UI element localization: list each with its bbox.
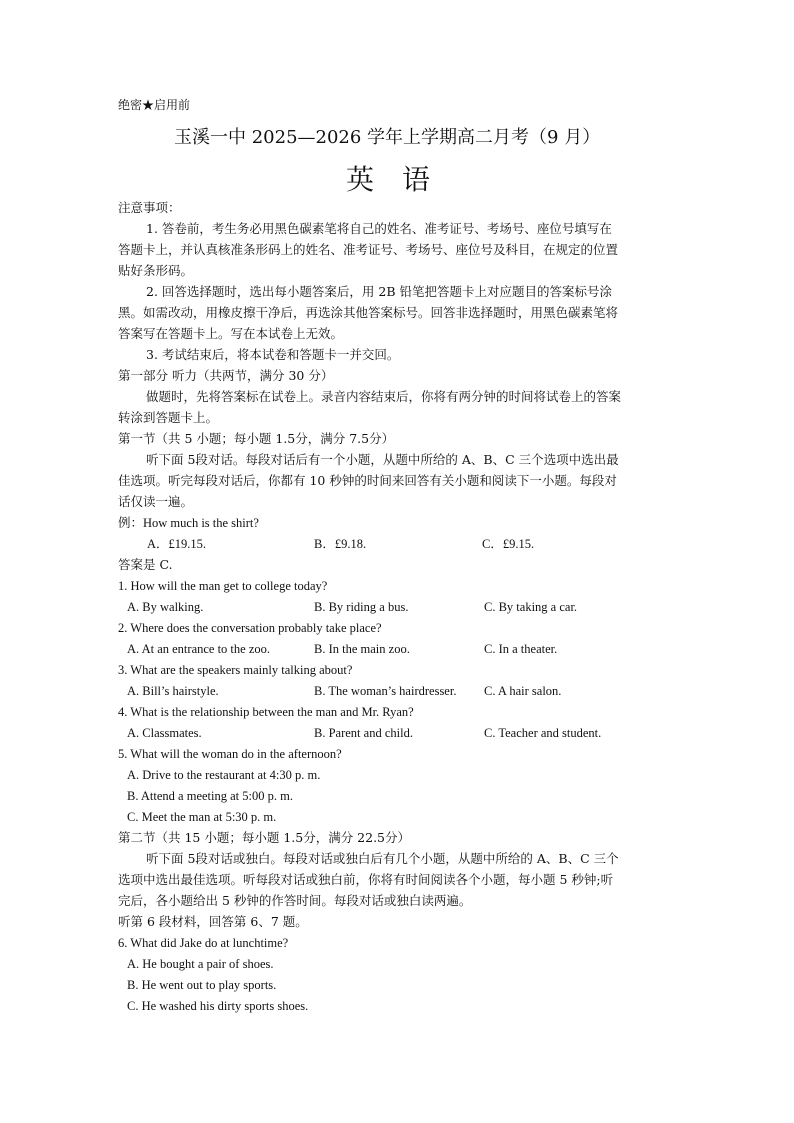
question-2-option-b: B. In the main zoo. xyxy=(314,642,410,656)
note-1-line-3: 贴好条形码。 xyxy=(118,263,194,278)
section1-heading: 第一节（共 5 小题；每小题 1.5分，满分 7.5分） xyxy=(118,431,395,446)
question-6-option-c: C. He washed his dirty sports shoes. xyxy=(127,999,309,1013)
example-question: 例：How much is the shirt? xyxy=(118,516,259,530)
example-option-a: A．£19.15. xyxy=(147,537,207,551)
question-1: 1. How will the man get to college today? xyxy=(118,579,328,593)
question-5: 5. What will the woman do in the afternoon? xyxy=(118,747,342,761)
example-option-c: C．£9.15. xyxy=(482,537,535,551)
question-6-option-a: A. He bought a pair of shoes. xyxy=(127,957,274,971)
part1-intro-line-2: 转涂到答题卡上。 xyxy=(118,410,219,425)
exam-title: 玉溪一中 2025—2026 学年上学期高二月考（9 月） xyxy=(174,127,601,148)
section2-intro-line-2: 选项中选出最佳选项。听每段对话或独白前，你将有时间阅读各个小题，每小题 5 秒钟;听 xyxy=(118,872,614,887)
question-6: 6. What did Jake do at lunchtime? xyxy=(118,936,289,950)
example-option-b: B．£9.18. xyxy=(314,537,367,551)
note-2-line-3: 答案写在答题卡上。写在本试卷上无效。 xyxy=(118,326,344,341)
note-1-line-1: 1. 答卷前，考生务必用黑色碳素笔将自己的姓名、准考证号、考场号、座位号填写在 xyxy=(146,221,612,236)
question-5-option-b: B. Attend a meeting at 5:00 p. m. xyxy=(127,789,293,803)
question-2-option-c: C. In a theater. xyxy=(484,642,558,656)
subject-title: 英语 xyxy=(346,163,459,196)
section1-intro-line-1: 听下面 5段对话。每段对话后有一个小题，从题中所给的 A、B、C 三个选项中选出最 xyxy=(146,452,619,467)
section2-intro-line-3: 完后，各小题给出 5 秒钟的作答时间。每段对话或独白读两遍。 xyxy=(118,893,472,908)
question-3-option-b: B. The woman’s hairdresser. xyxy=(314,684,457,698)
question-1-option-c: C. By taking a car. xyxy=(484,600,578,614)
section1-intro-line-3: 话仅读一遍。 xyxy=(118,494,194,509)
section2-intro-line-1: 听下面 5段对话或独白。每段对话或独白后有几个小题，从题中所给的 A、B、C 三个 xyxy=(146,851,619,866)
question-2: 2. Where does the conversation probably take place? xyxy=(118,621,382,635)
note-2-line-2: 黑。如需改动，用橡皮擦干净后，再选涂其他答案标号。回答非选择题时，用黑色碳素笔将 xyxy=(118,305,619,320)
part1-intro-line-1: 做题时，先将答案标在试卷上。录音内容结束后，你将有两分钟的时间将试卷上的答案 xyxy=(146,389,622,404)
note-1-line-2: 答题卡上，并认真核准条形码上的姓名、准考证号、考场号、座位号及科目，在规定的位置 xyxy=(118,242,619,257)
part1-heading: 第一部分 听力（共两节，满分 30 分） xyxy=(118,368,334,383)
question-3: 3. What are the speakers mainly talking about? xyxy=(118,663,353,677)
section2-heading: 第二节（共 15 小题；每小题 1.5分，满分 22.5分） xyxy=(118,830,411,845)
question-3-option-a: A. Bill’s hairstyle. xyxy=(127,684,219,698)
note-2-line-1: 2. 回答选择题时，选出每小题答案后，用 2B 铅笔把答题卡上对应题目的答案标号涂 xyxy=(146,284,612,299)
question-4-option-a: A. Classmates. xyxy=(127,726,202,740)
material-6-label: 听第 6 段材料，回答第 6、7 题。 xyxy=(118,914,308,929)
notes-heading: 注意事项： xyxy=(118,200,181,215)
example-answer: 答案是 C. xyxy=(118,557,173,572)
note-3: 3. 考试结束后，将本试卷和答题卡一并交回。 xyxy=(146,347,400,362)
question-3-option-c: C. A hair salon. xyxy=(484,684,562,698)
question-1-option-a: A. By walking. xyxy=(127,600,204,614)
question-4: 4. What is the relationship between the man and Mr. Ryan? xyxy=(118,705,414,719)
question-5-option-c: C. Meet the man at 5:30 p. m. xyxy=(127,810,277,824)
question-4-option-c: C. Teacher and student. xyxy=(484,726,602,740)
question-2-option-a: A. At an entrance to the zoo. xyxy=(127,642,271,656)
confidential-mark: 绝密★启用前 xyxy=(118,98,191,112)
question-6-option-b: B. He went out to play sports. xyxy=(127,978,277,992)
question-1-option-b: B. By riding a bus. xyxy=(314,600,409,614)
section1-intro-line-2: 佳选项。听完每段对话后，你都有 10 秒钟的时间来回答有关小题和阅读下一小题。每段对 xyxy=(118,473,617,488)
question-4-option-b: B. Parent and child. xyxy=(314,726,413,740)
question-5-option-a: A. Drive to the restaurant at 4:30 p. m. xyxy=(127,768,321,782)
